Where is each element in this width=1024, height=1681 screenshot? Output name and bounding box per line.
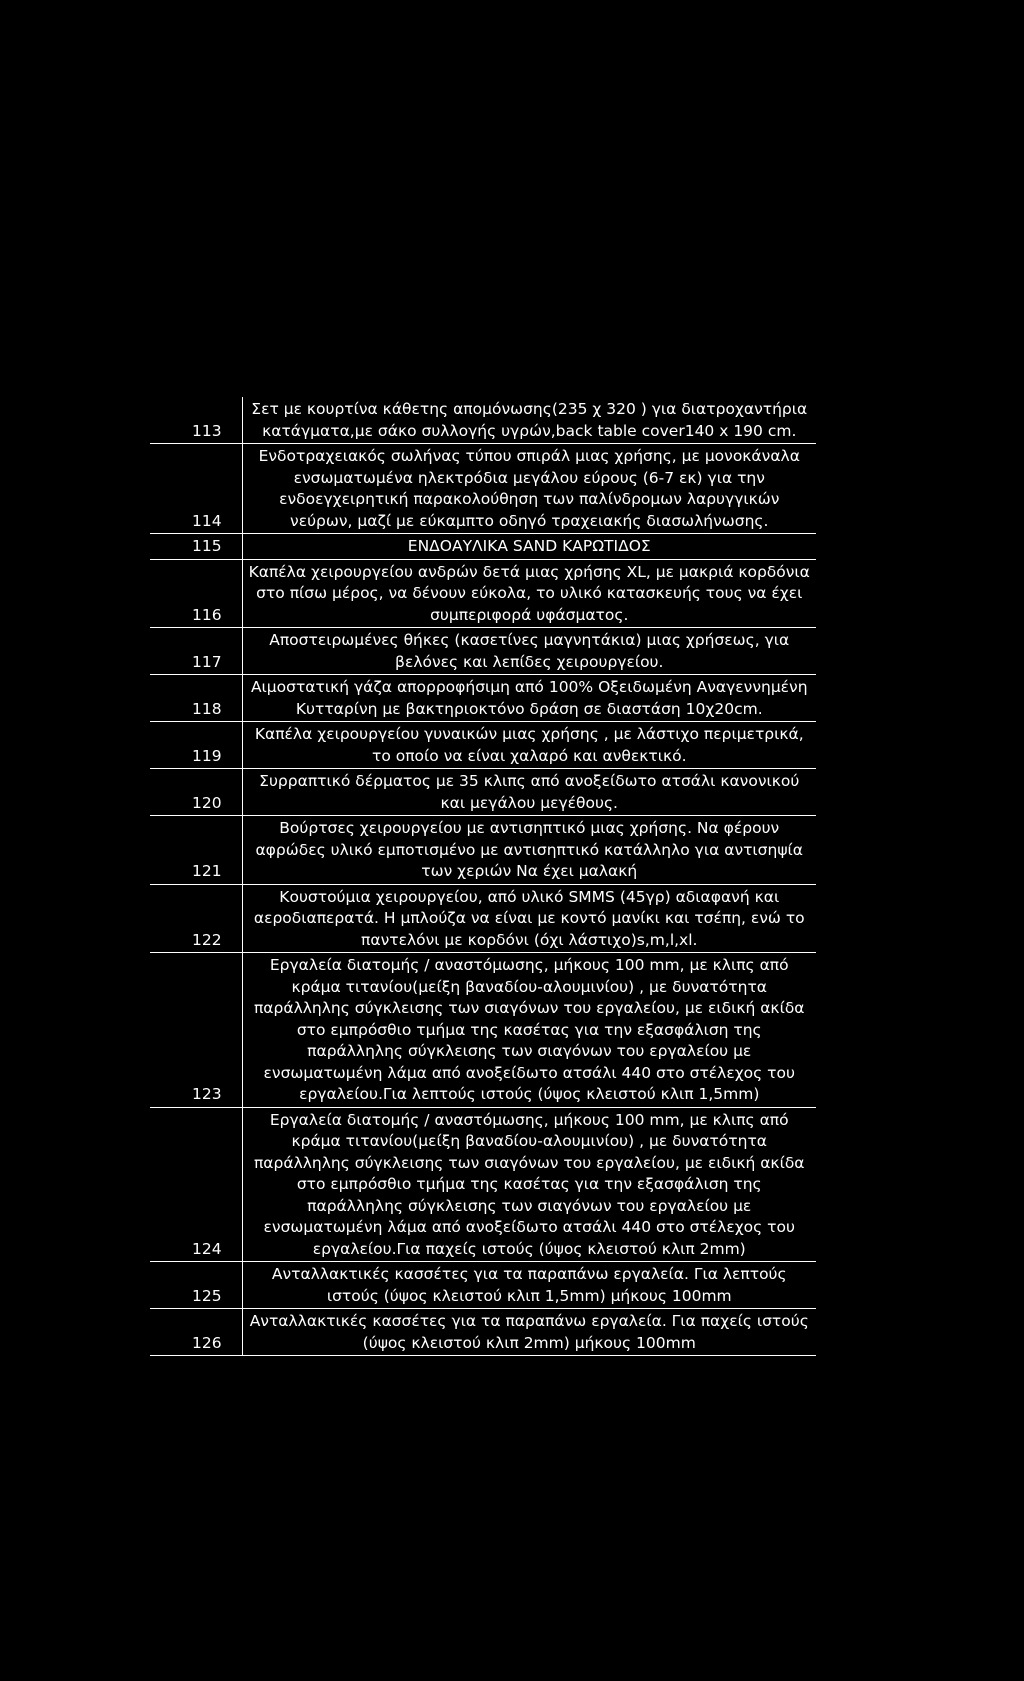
items-table	[150, 397, 816, 1356]
item-number: 124	[150, 1107, 242, 1262]
table-row	[150, 1309, 816, 1356]
item-description: ΕΝΔΟΑΥΛΙΚΑ SAND ΚΑΡΩΤΙΔΟΣ	[242, 534, 816, 560]
item-description: Ανταλλακτικές κασσέτες για τα παραπάνω εργαλεία. Για παχείς ιστούς (ύψος κλειστού κλιπ 2mm) μήκους 100mm	[242, 1309, 816, 1356]
item-number: 125	[150, 1262, 242, 1309]
item-description: Κουστούμια χειρουργείου, από υλικό SMMS (45γρ) αδιαφανή και αεροδιαπερατά. Η μπλούζα να είναι με κοντό μανίκι και τσέπη, ενώ το παντελόνι με κορδόνι (όχι λάστιχο)s,m,l,xl.	[242, 884, 816, 953]
table-row	[150, 1262, 816, 1309]
table-row	[150, 953, 816, 1108]
table-row	[150, 675, 816, 722]
item-description: Εργαλεία διατομής / αναστόμωσης, μήκους 100 mm, με κλιπς από κράμα τιτανίου(μείξη βαναδίου-αλουμινίου) , με δυνατότητα παράλληλης σύγκλεισης των σιαγόνων του εργαλείου, με ειδική ακίδα στο εμπρόσθιο τμήμα της κασέτας για την εξασφάλιση της παράλληλης σύγκλεισης των σιαγόνων του εργαλείου με ενσωματωμένη λάμα από ανοξείδωτο ατσάλι 440 στο στέλεχος του εργαλείου.Για λεπτούς ιστούς (ύψος κλειστού κλιπ 1,5mm)	[242, 953, 816, 1108]
table-row	[150, 534, 816, 560]
item-description: Καπέλα χειρουργείου γυναικών μιας χρήσης , με λάστιχο περιμετρικά, το οποίο να είναι χαλαρό και ανθεκτικό.	[242, 722, 816, 769]
item-number: 117	[150, 628, 242, 675]
table-row	[150, 816, 816, 885]
item-number: 126	[150, 1309, 242, 1356]
table-row	[150, 628, 816, 675]
item-number: 118	[150, 675, 242, 722]
item-description: Βούρτσες χειρουργείου με αντισηπτικό μιας χρήσης. Να φέρουν αφρώδες υλικό εμποτισμένο με αντισηπτικό κατάλληλο για αντισηψία των χεριών Να έχει μαλακή	[242, 816, 816, 885]
item-description: Αποστειρωμένες θήκες (κασετίνες μαγνητάκια) μιας χρήσεως, για βελόνες και λεπίδες χειρουργείου.	[242, 628, 816, 675]
item-number: 119	[150, 722, 242, 769]
item-number: 120	[150, 769, 242, 816]
table-row	[150, 397, 816, 444]
item-number: 123	[150, 953, 242, 1108]
table-row	[150, 559, 816, 628]
item-number: 122	[150, 884, 242, 953]
item-number: 121	[150, 816, 242, 885]
item-description: Αιμοστατική γάζα απορροφήσιμη από 100% Οξειδωμένη Αναγεννημένη Κυτταρίνη με βακτηριοκτόνο δράση σε διαστάση 10χ20cm.	[242, 675, 816, 722]
item-description: Συρραπτικό δέρματος με 35 κλιπς από ανοξείδωτο ατσάλι κανονικού και μεγάλου μεγέθους.	[242, 769, 816, 816]
item-description: Εργαλεία διατομής / αναστόμωσης, μήκους 100 mm, με κλιπς από κράμα τιτανίου(μείξη βαναδίου-αλουμινίου) , με δυνατότητα παράλληλης σύγκλεισης των σιαγόνων του εργαλείου, με ειδική ακίδα στο εμπρόσθιο τμήμα της κασέτας για την εξασφάλιση της παράλληλης σύγκλεισης των σιαγόνων του εργαλείου με ενσωματωμένη λάμα από ανοξείδωτο ατσάλι 440 στο στέλεχος του εργαλείου.Για παχείς ιστούς (ύψος κλειστού κλιπ 2mm)	[242, 1107, 816, 1262]
item-number: 114	[150, 444, 242, 534]
table-row	[150, 884, 816, 953]
item-description: Σετ με κουρτίνα κάθετης απομόνωσης(235 χ 320 ) για διατροχαντήρια κατάγματα,με σάκο συλλογής υγρών,back table cover140 x 190 cm.	[242, 397, 816, 444]
table-row	[150, 722, 816, 769]
item-description: Ανταλλακτικές κασσέτες για τα παραπάνω εργαλεία. Για λεπτούς ιστούς (ύψος κλειστού κλιπ 1,5mm) μήκους 100mm	[242, 1262, 816, 1309]
table-row	[150, 769, 816, 816]
item-number: 116	[150, 559, 242, 628]
table-row	[150, 1107, 816, 1262]
table-row	[150, 444, 816, 534]
item-number: 113	[150, 397, 242, 444]
item-description: Ενδοτραχειακός σωλήνας τύπου σπιράλ μιας χρήσης, με μονοκάναλα ενσωματωμένα ηλεκτρόδια μεγάλου εύρους (6-7 εκ) για την ενδοεγχειρητική παρακολούθηση των παλίνδρομων λαρυγγικών νεύρων, μαζί με εύκαμπτο οδηγό τραχειακής διασωλήνωσης.	[242, 444, 816, 534]
item-description: Καπέλα χειρουργείου ανδρών δετά μιας χρήσης XL, με μακριά κορδόνια στο πίσω μέρος, να δένουν εύκολα, το υλικό κατασκευής τους να έχει συμπεριφορά υφάσματος.	[242, 559, 816, 628]
item-number: 115	[150, 534, 242, 560]
